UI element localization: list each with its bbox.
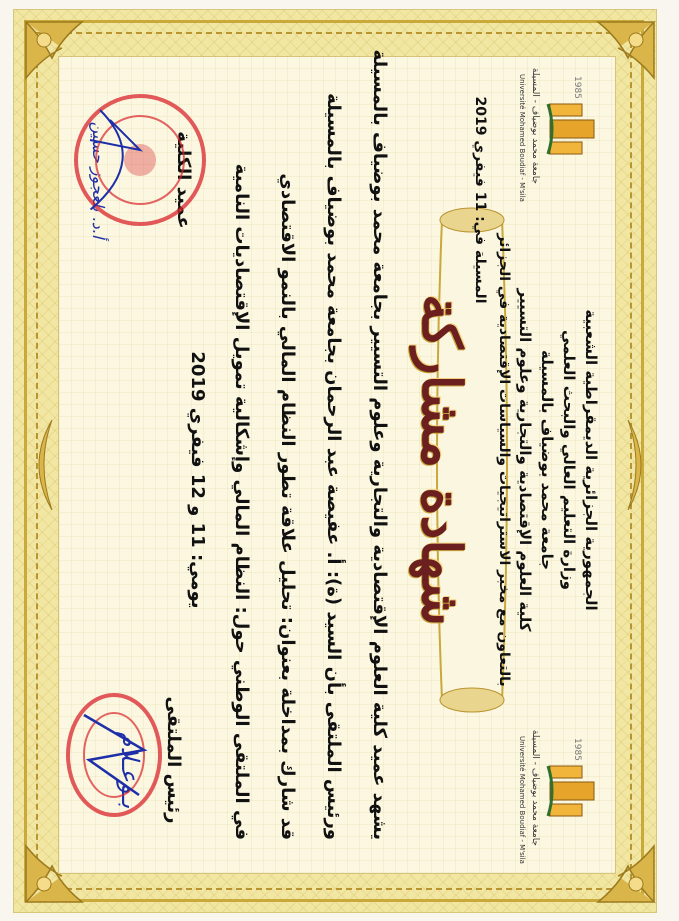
logo-french-name: Université Mohamed Boudiaf - M'sila xyxy=(518,74,526,202)
logo-year: 1985 xyxy=(572,738,582,761)
header-republic: الجمهورية الجزائرية الديمقراطية الشعبية xyxy=(582,309,600,611)
certificate-content xyxy=(64,49,604,864)
university-logo-icon xyxy=(542,94,602,164)
chair-handwriting: بـوعـلام xyxy=(116,731,144,809)
header-ministry: وزارة التعليم العالي والبحث العلمي xyxy=(560,329,578,591)
chair-stamp xyxy=(64,690,164,820)
dean-title: عميد الكلية xyxy=(173,131,194,229)
body-dates: يومي: 11 و 12 فيفري 2019 xyxy=(187,351,208,609)
logo-arabic-name: جامعة محمد بوضياف - المسيلة xyxy=(530,67,540,184)
chair-title: رئيس الملتقى xyxy=(163,696,184,824)
header-date-place: المسيلة في: 11 فيفري 2019 xyxy=(472,96,488,304)
university-logo-right xyxy=(492,729,602,864)
side-ornament-left xyxy=(22,420,56,510)
header-partnership: بالتعاون مع مخبر الاستراتيجيات والسياسات الإقتصادية في الجزائر xyxy=(496,233,512,687)
logo-arabic-name: جامعة محمد بوضياف - المسيلة xyxy=(530,729,540,846)
logo-french-name: Université Mohamed Boudiaf - M'sila xyxy=(518,736,526,864)
body-line-1: يشهد عميد كلية العلوم الإقتصادية والتجارية وعلوم التسيير بجامعة محمد بوضياف بالمسيلة xyxy=(369,49,390,840)
body-line-2: ورئيس الملتقى بأن السيد (ة): أ. عفيصة عبد الرحمان بجامعة محمد بوضياف بالمسيلة xyxy=(323,93,344,840)
header-university: جامعة محمد بوضياف بالمسيلة xyxy=(538,349,556,571)
logo-year: 1985 xyxy=(572,76,582,99)
body-line-4: في الملتقى الوطني حول: النظام المالي وإشكالية تمويل الإقتصاديات النامية xyxy=(231,163,252,840)
certificate-title: شهادة مشاركة xyxy=(410,293,474,626)
university-logo-icon xyxy=(542,756,602,826)
side-ornament-right xyxy=(624,420,658,510)
dean-name: أ.د. بلعجوز حسين xyxy=(89,121,108,239)
university-logo-left xyxy=(492,67,602,202)
body-line-3: قد شارك بمداخلة بعنوان: تحليل علاقة تطور النظام المالي بالنمو الاقتصادي xyxy=(277,173,298,840)
header-faculty: كلية العلوم الإقتصادية والتجارية وعلوم التسيير xyxy=(516,288,534,632)
dean-stamp xyxy=(70,90,210,230)
